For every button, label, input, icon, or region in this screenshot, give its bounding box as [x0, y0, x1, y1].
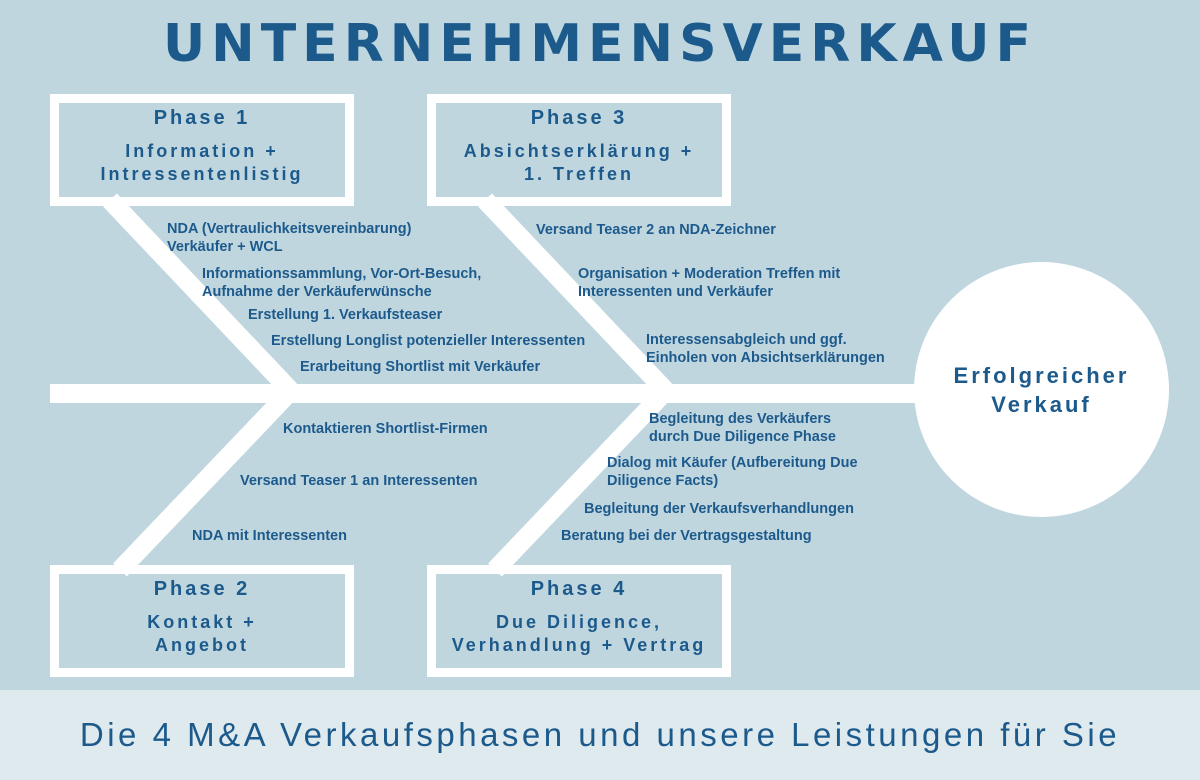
phase-2-item: NDA mit Interessenten	[192, 528, 347, 544]
phase-4-item: Dialog mit Käufer (Aufbereitung Due Diligence Facts)	[607, 455, 858, 489]
phase-4-item: Begleitung des Verkäufers durch Due Diligence Phase	[649, 411, 836, 445]
phase-1-item: NDA (Vertraulichkeitsvereinbarung) Verkäufer + WCL	[167, 221, 412, 255]
footer-subtitle: Die 4 M&A Verkaufsphasen und unsere Leistungen für Sie	[79, 716, 1121, 753]
phase-2-description: Kontakt + Angebot	[147, 612, 257, 655]
phase-1-item: Erarbeitung Shortlist mit Verkäufer	[300, 359, 541, 375]
footer-banner	[0, 690, 1200, 780]
phase-4-item: Begleitung der Verkaufsverhandlungen	[584, 501, 854, 517]
phase-3-description: Absichtserklärung + 1. Treffen	[463, 141, 695, 184]
phase-3-box	[427, 94, 731, 206]
phase-1-box	[50, 94, 354, 206]
goal-circle	[914, 262, 1169, 517]
phase-2-item: Kontaktieren Shortlist-Firmen	[283, 421, 488, 437]
goal-label: Erfolgreicher Verkauf	[953, 362, 1130, 417]
phase-4-box	[427, 565, 731, 677]
spine	[50, 384, 930, 403]
phase-1-item: Informationssammlung, Vor-Ort-Besuch, Aufnahme der Verkäuferwünsche	[202, 266, 482, 300]
phase-4-title: Phase 4	[530, 578, 628, 600]
phase-3-item: Organisation + Moderation Treffen mit Interessenten und Verkäufer	[578, 266, 841, 300]
phase-4-description: Due Diligence, Verhandlung + Vertrag	[451, 612, 707, 655]
phase-3-item: Interessensabgleich und ggf. Einholen von Absichtserklärungen	[646, 332, 885, 366]
phase-1-item: Erstellung Longlist potenzieller Interessenten	[271, 333, 586, 349]
phase-2-title: Phase 2	[153, 578, 251, 600]
phase-3-title: Phase 3	[530, 107, 628, 129]
phase-2-box	[50, 565, 354, 677]
phase-1-item: Erstellung 1. Verkaufsteaser	[248, 307, 443, 323]
phase-1-title: Phase 1	[153, 107, 251, 129]
phase-3-item: Versand Teaser 2 an NDA-Zeichner	[536, 222, 776, 238]
phase-1-description: Information + Intressentenlistig	[100, 141, 304, 184]
phase-2-item: Versand Teaser 1 an Interessenten	[240, 473, 478, 489]
phase-4-item: Beratung bei der Vertragsgestaltung	[561, 528, 812, 544]
page-title: UNTERNEHMENSVERKAUF	[162, 14, 1038, 74]
